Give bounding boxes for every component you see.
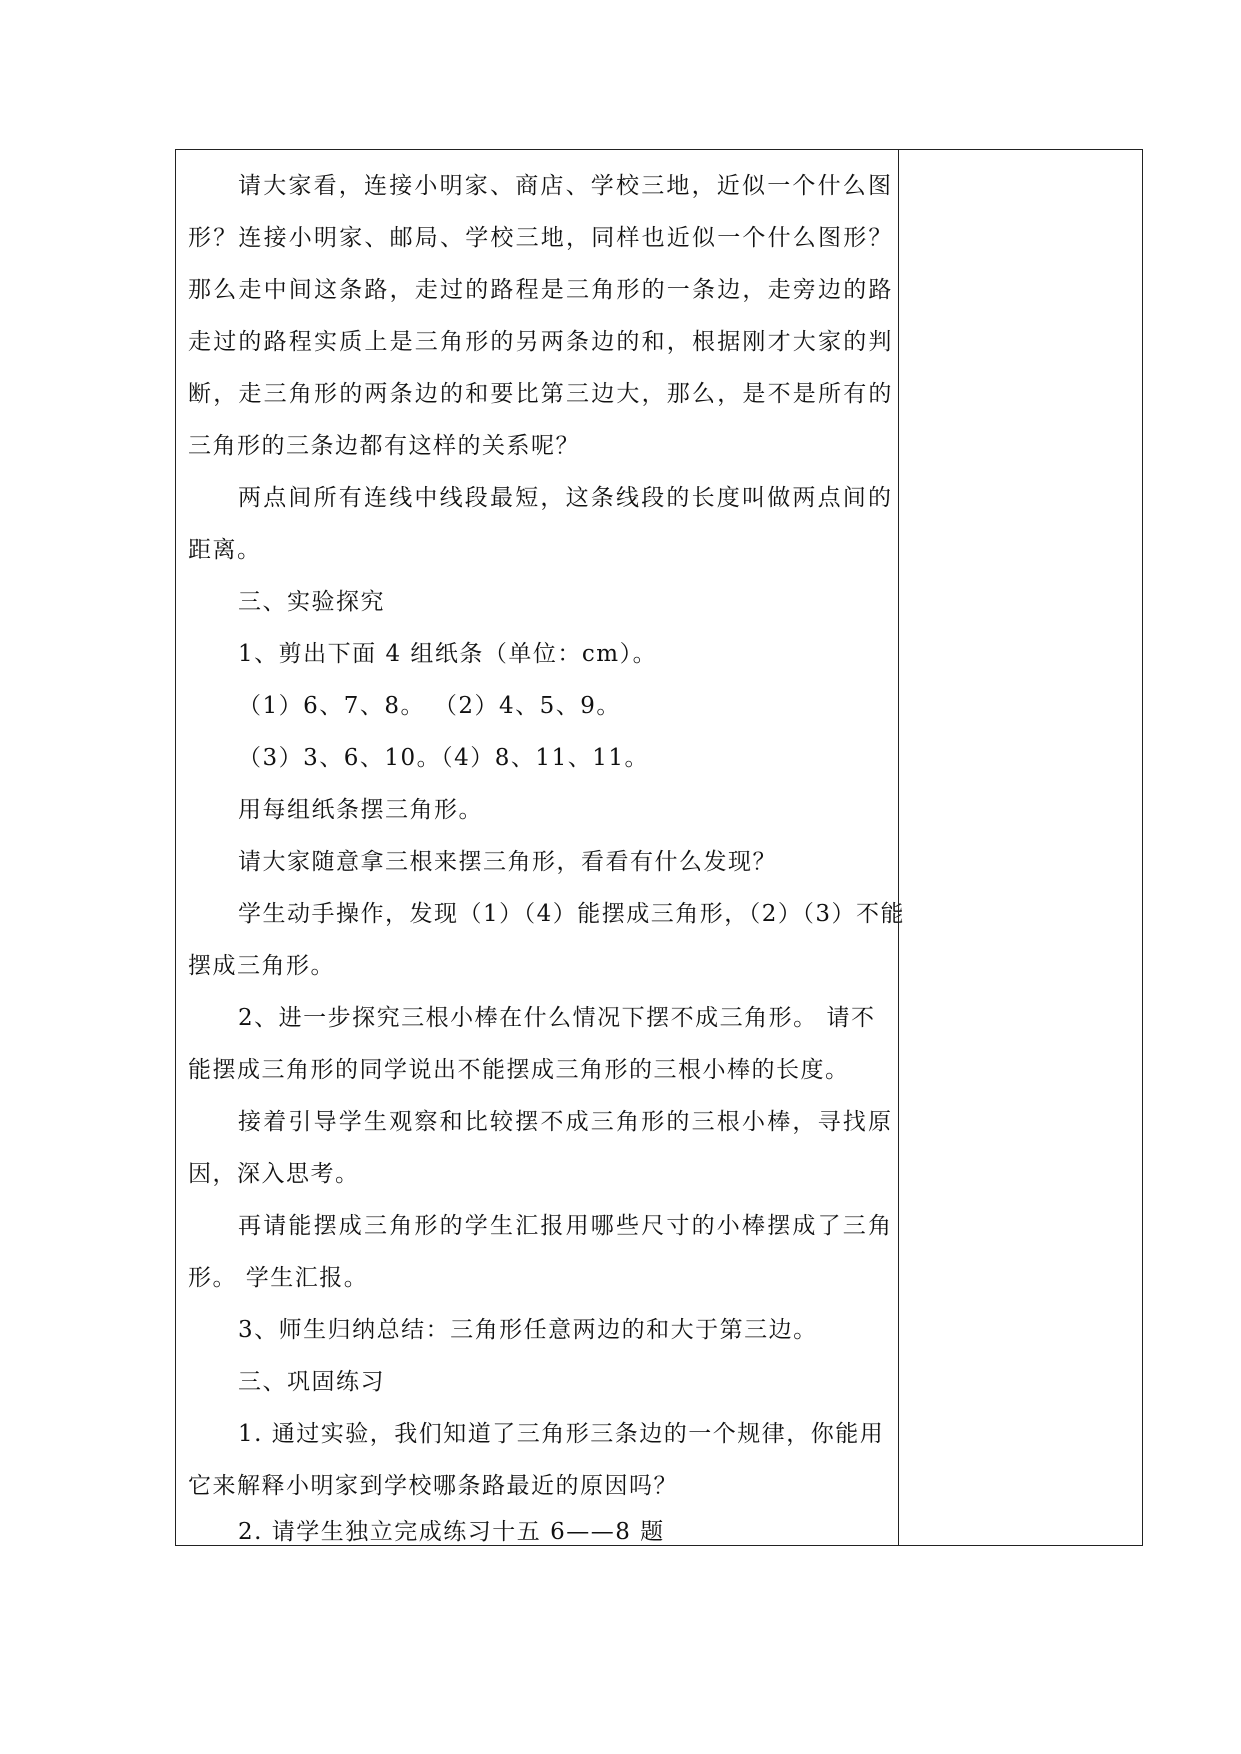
paragraph-line: 3、师生归纳总结：三角形任意两边的和大于第三边。 <box>238 1317 818 1343</box>
paragraph-line: 形？连接小明家、邮局、学校三地，同样也近似一个什么图形？ <box>188 225 894 251</box>
lesson-table <box>175 149 1143 1546</box>
paragraph-line: 请大家看，连接小明家、商店、学校三地，近似一个什么图 <box>238 173 894 199</box>
paragraph-line: 那么走中间这条路，走过的路程是三角形的一条边，走旁边的路 <box>188 277 894 303</box>
paragraph-line: 它来解释小明家到学校哪条路最近的原因吗？ <box>188 1473 678 1499</box>
paragraph-line: 能摆成三角形的同学说出不能摆成三角形的三根小棒的长度。 <box>188 1057 850 1083</box>
paragraph-line: 三角形的三条边都有这样的关系呢？ <box>188 433 580 459</box>
paragraph-line: 摆成三角形。 <box>188 953 335 979</box>
paragraph-line: 形。 学生汇报。 <box>188 1265 369 1291</box>
paragraph-line: 1. 通过实验，我们知道了三角形三条边的一个规律，你能用 <box>238 1421 885 1447</box>
column-divider <box>898 150 899 1545</box>
paragraph-line: 距离。 <box>188 537 262 563</box>
paragraph-line: 2、进一步探究三根小棒在什么情况下摆不成三角形。 请不 <box>238 1005 876 1031</box>
content-cell <box>176 150 906 1545</box>
paragraph-line: 2. 请学生独立完成练习十五 6——8 题 <box>238 1519 665 1545</box>
paragraph-line: 接着引导学生观察和比较摆不成三角形的三根小棒，寻找原 <box>238 1109 894 1135</box>
section-heading: 三、实验探究 <box>238 589 385 615</box>
paragraph-line: 两点间所有连线中线段最短，这条线段的长度叫做两点间的 <box>238 485 894 511</box>
paragraph-line: 走过的路程实质上是三角形的另两条边的和，根据刚才大家的判 <box>188 329 894 355</box>
notes-cell <box>900 150 1142 1545</box>
paragraph-line: 1、剪出下面 4 组纸条（单位：cm）。 <box>238 641 658 667</box>
paragraph-line: 学生动手操作，发现（1）（4）能摆成三角形，（2）（3）不能 <box>238 901 906 927</box>
paragraph-line: （3）3、6、10。（4）8、11、11。 <box>238 745 649 771</box>
section-heading: 三、巩固练习 <box>238 1369 385 1395</box>
paragraph-line: 用每组纸条摆三角形。 <box>238 797 483 823</box>
paragraph-line: 请大家随意拿三根来摆三角形，看看有什么发现？ <box>238 849 777 875</box>
paragraph-line: （1）6、7、8。 （2）4、5、9。 <box>238 693 621 719</box>
paragraph-line: 断，走三角形的两条边的和要比第三边大，那么，是不是所有的 <box>188 381 894 407</box>
paragraph-line: 再请能摆成三角形的学生汇报用哪些尺寸的小棒摆成了三角 <box>238 1213 894 1239</box>
paragraph-line: 因，深入思考。 <box>188 1161 360 1187</box>
